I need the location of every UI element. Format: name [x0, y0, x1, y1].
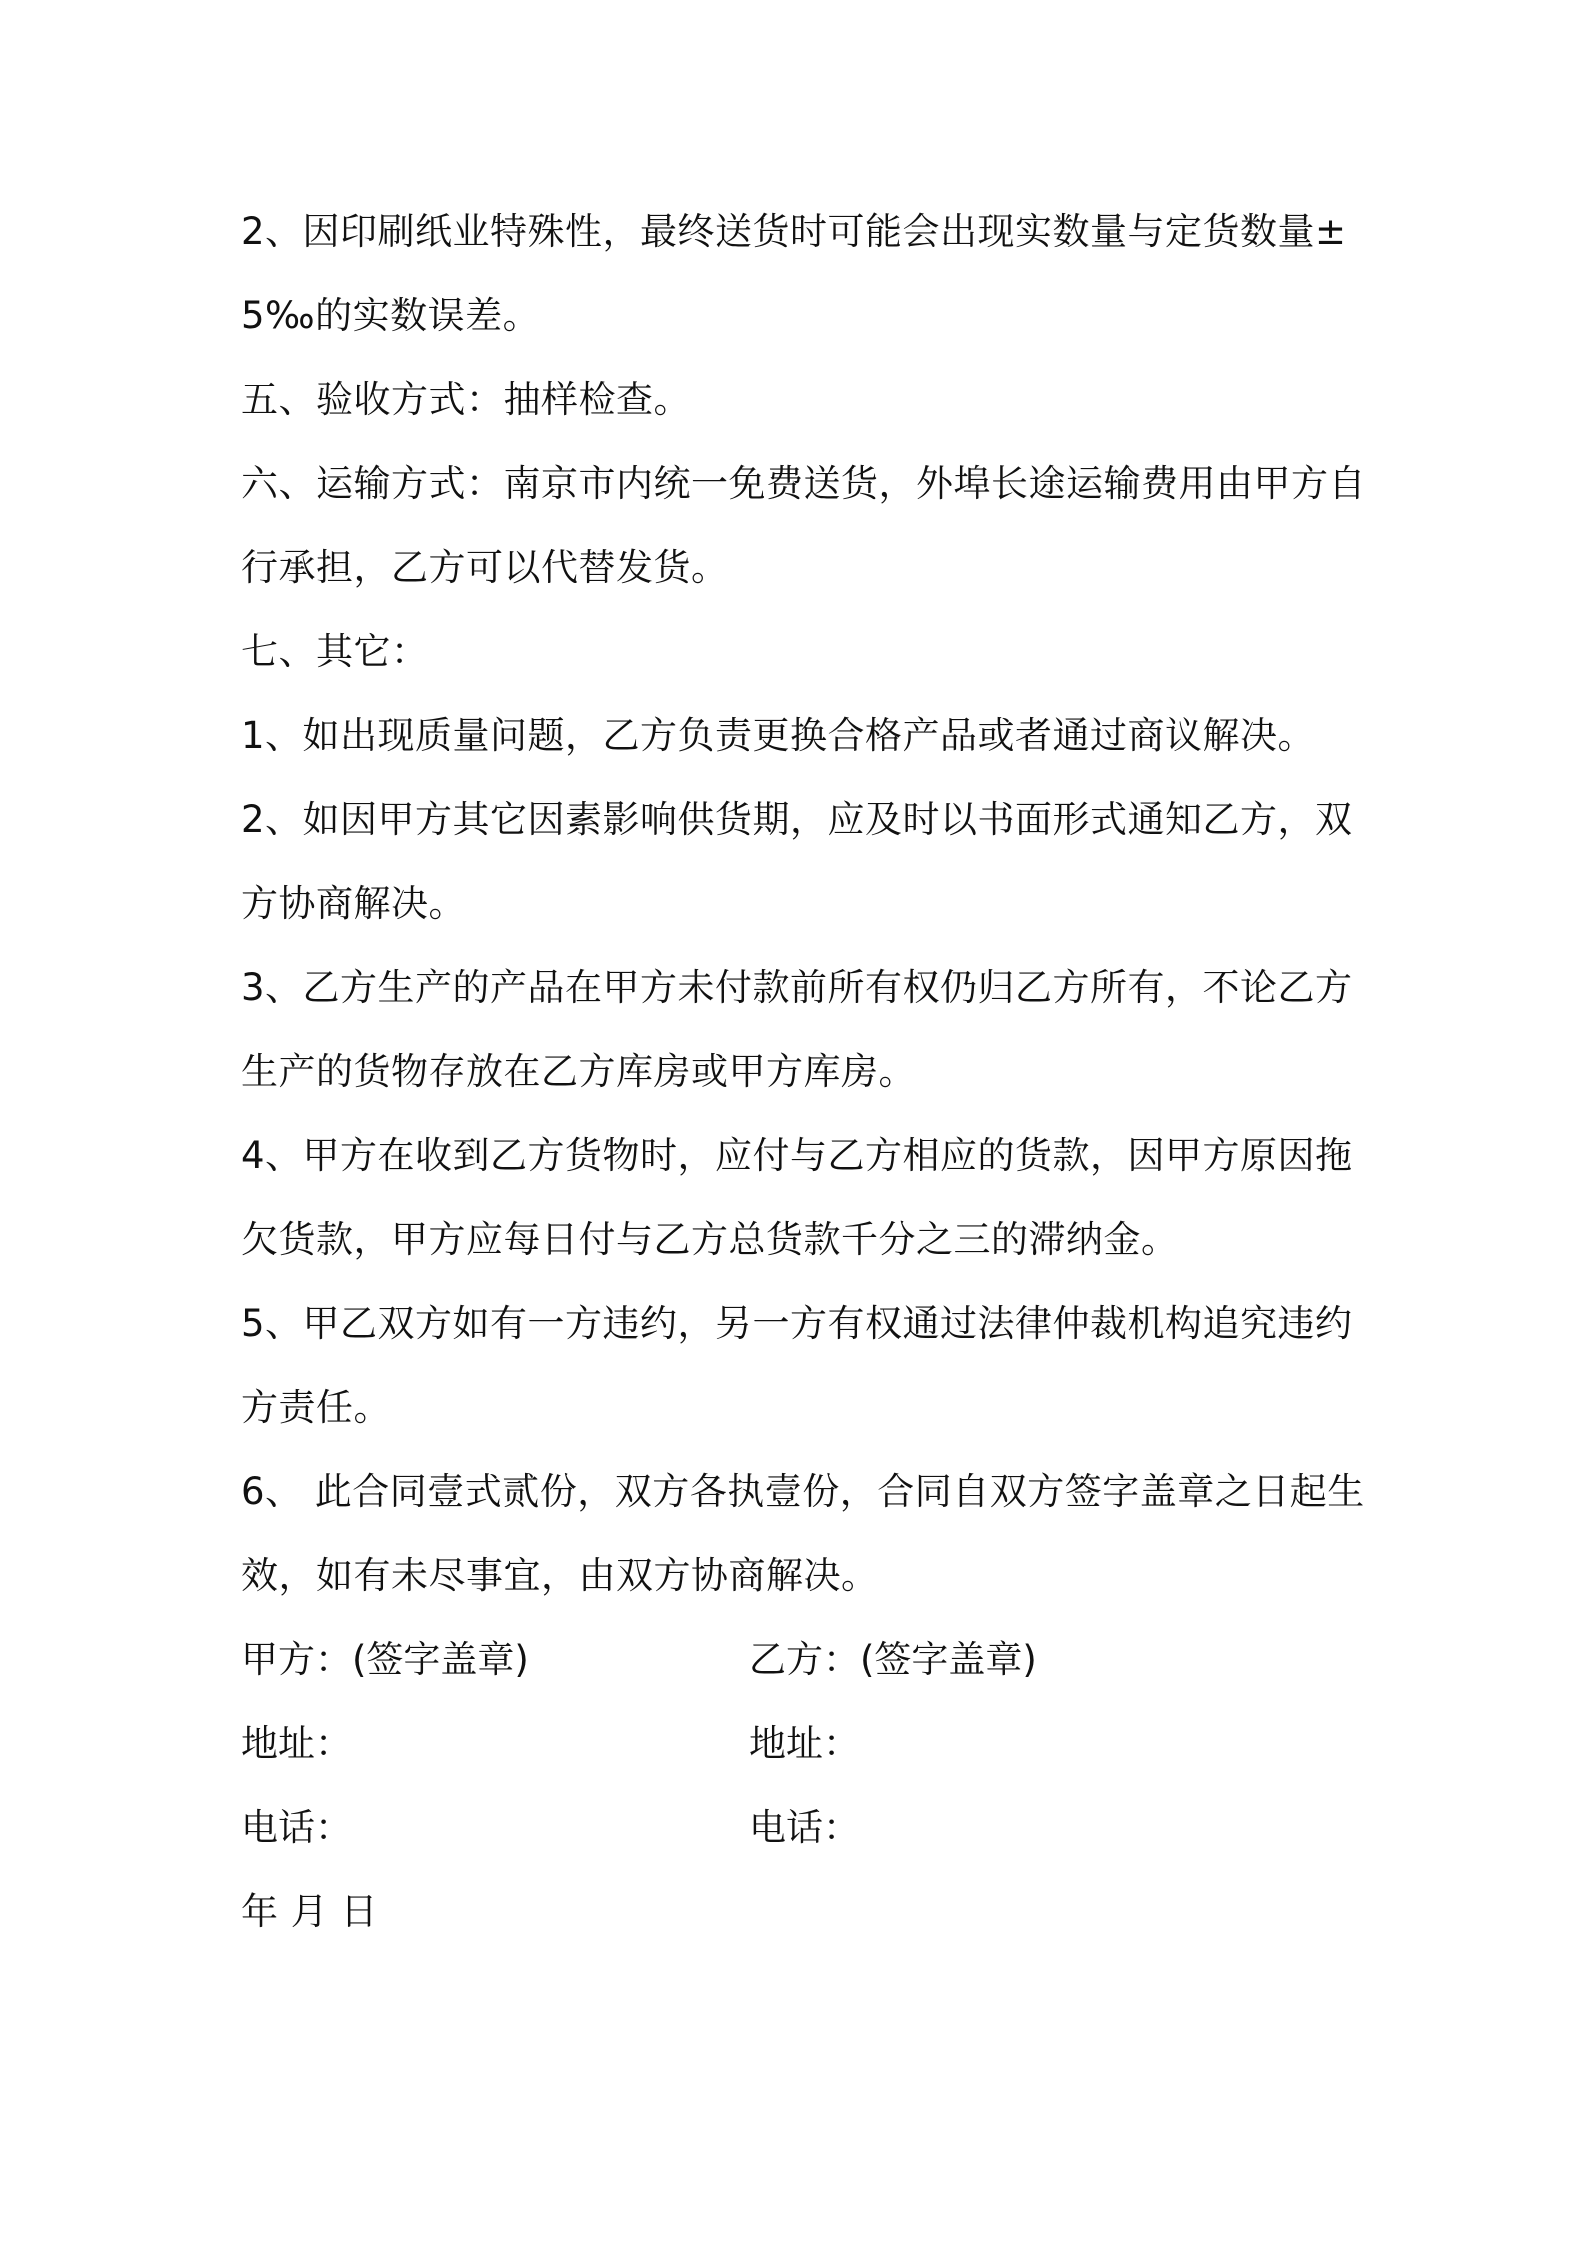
party-b-signature: 乙方：(签字盖章): [749, 1638, 1037, 1681]
party-a-address: 地址：: [241, 1722, 352, 1765]
text-line: 1、如出现质量问题，乙方负责更换合格产品或者通过商议解决。: [241, 714, 1316, 757]
signature-row: [241, 1618, 1361, 1702]
text-line: 5、甲乙双方如有一方违约，另一方有权通过法律仲裁机构追究违约: [241, 1302, 1353, 1345]
phone-row: [241, 1786, 1361, 1870]
contract-text: [241, 190, 1366, 1954]
text-line: 欠货款，甲方应每日付与乙方总货款千分之三的滞纳金。: [241, 1218, 1179, 1261]
text-line: 2、如因甲方其它因素影响供货期，应及时以书面形式通知乙方，双: [241, 798, 1353, 841]
text-line: 效，如有未尽事宜，由双方协商解决。: [241, 1554, 879, 1597]
text-line: 七、其它：: [241, 630, 429, 673]
party-b-address: 地址：: [749, 1722, 860, 1765]
text-line: 5‰的实数误差。: [241, 294, 541, 337]
text-line: 方责任。: [241, 1386, 391, 1429]
text-line: 六、运输方式：南京市内统一免费送货，外埠长途运输费用由甲方自: [241, 462, 1366, 505]
party-b-phone: 电话：: [749, 1806, 860, 1849]
date-line: 年 月 日: [241, 1890, 379, 1933]
party-a-phone: 电话：: [241, 1806, 352, 1849]
text-line: 行承担，乙方可以代替发货。: [241, 546, 729, 589]
text-line: 五、验收方式：抽样检查。: [241, 378, 691, 421]
text-line: 6、 此合同壹式贰份，双方各执壹份，合同自双方签字盖章之日起生: [241, 1470, 1365, 1513]
text-line: 4、甲方在收到乙方货物时，应付与乙方相应的货款，因甲方原因拖: [241, 1134, 1353, 1177]
address-row: [241, 1702, 1361, 1786]
text-line: 3、乙方生产的产品在甲方未付款前所有权仍归乙方所有，不论乙方: [241, 966, 1353, 1009]
text-line: 方协商解决。: [241, 882, 466, 925]
text-line: 生产的货物存放在乙方库房或甲方库房。: [241, 1050, 916, 1093]
party-a-signature: 甲方：(签字盖章): [241, 1638, 529, 1681]
text-line: 2、因印刷纸业特殊性，最终送货时可能会出现实数量与定货数量±: [241, 210, 1347, 253]
